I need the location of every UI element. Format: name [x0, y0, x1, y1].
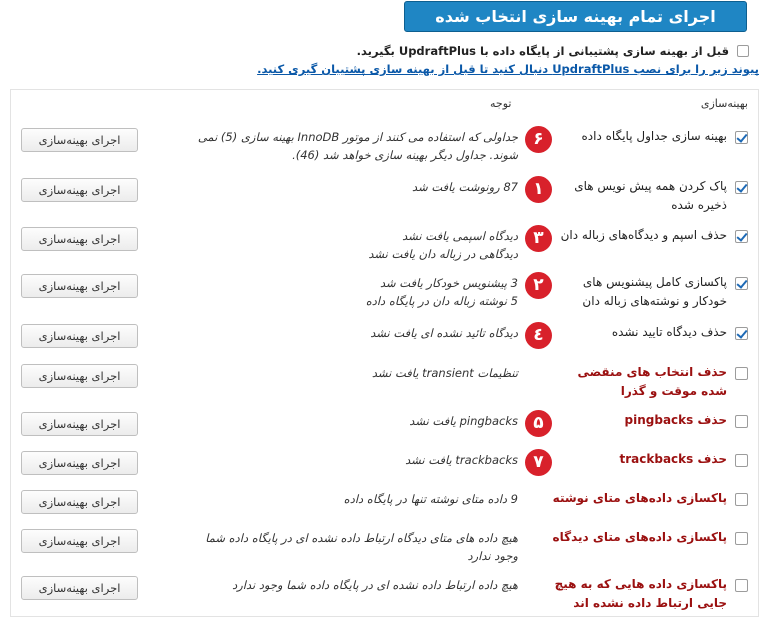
optimization-checkbox[interactable] [735, 415, 748, 428]
optimization-name: بهینه سازی جداول پایگاه داده [581, 129, 727, 143]
run-optimization-button[interactable]: اجرای بهینه‌سازی [21, 324, 138, 348]
optimization-checkbox[interactable] [735, 327, 748, 340]
run-optimization-button[interactable]: اجرای بهینه‌سازی [21, 451, 138, 475]
optimizations-table [10, 89, 759, 617]
run-optimization-button[interactable]: اجرای بهینه‌سازی [21, 128, 138, 152]
optimization-note: دیدگاه اسپمی یافت نشد دیدگاهی در زباله دان یافت نشد [368, 229, 518, 261]
run-optimization-button[interactable]: اجرای بهینه‌سازی [21, 412, 138, 436]
step-number-badge: ۶ [525, 126, 552, 153]
optimization-name: حذف pingbacks [624, 413, 727, 427]
run-optimization-button[interactable]: اجرای بهینه‌سازی [21, 576, 138, 600]
optimization-checkbox[interactable] [735, 532, 748, 545]
optimization-checkbox[interactable] [735, 277, 748, 290]
optimization-name: پاکسازی داده‌های متای نوشته [552, 491, 727, 505]
optimization-name: حذف انتخاب های منقضی شده موقت و گذرا [577, 365, 727, 398]
run-optimization-button[interactable]: اجرای بهینه‌سازی [21, 227, 138, 251]
run-optimization-button[interactable]: اجرای بهینه‌سازی [21, 490, 138, 514]
optimization-checkbox[interactable] [735, 230, 748, 243]
step-number-badge: ۵ [525, 410, 552, 437]
run-all-optimizations-button[interactable]: اجرای تمام بهینه سازی انتخاب شده [404, 1, 747, 32]
optimization-checkbox[interactable] [735, 181, 748, 194]
optimization-note: 9 داده متای نوشته تنها در پایگاه داده [343, 492, 518, 506]
optimization-name: پاکسازی داده هایی که به هیچ جایی ارتباط داده نشده اند [554, 577, 727, 610]
step-number-badge: ۷ [525, 449, 552, 476]
header-note: توجه [490, 97, 512, 110]
updraftplus-install-link[interactable]: پیوند زیر را برای نصب UpdraftPlus دنبال کنید تا قبل از بهینه سازی پشتیبان گیری کنید. [257, 62, 759, 76]
optimization-name: پاکسازی داده‌های متای دیدگاه [552, 530, 727, 544]
optimization-note: هیچ داده ارتباط داده نشده ای در پایگاه داده شما وجود ندارد [232, 578, 518, 592]
backup-checkbox[interactable] [737, 45, 749, 57]
backup-notice [29, 44, 749, 58]
optimization-name: حذف trackbacks [619, 452, 727, 466]
optimization-note: تنظیمات transient یافت نشد [371, 366, 518, 380]
run-optimization-button[interactable]: اجرای بهینه‌سازی [21, 178, 138, 202]
run-optimization-button[interactable]: اجرای بهینه‌سازی [21, 529, 138, 553]
optimization-note: trackbacks یافت نشد [405, 453, 518, 467]
run-optimization-button[interactable]: اجرای بهینه‌سازی [21, 274, 138, 298]
run-optimization-button[interactable]: اجرای بهینه‌سازی [21, 364, 138, 388]
optimization-note: 87 رونوشت یافت شد [412, 180, 518, 194]
optimization-checkbox[interactable] [735, 131, 748, 144]
step-number-badge: ۳ [525, 225, 552, 252]
backup-notice-text: قبل از بهینه سازی پشتیبانی از پایگاه داده با UpdraftPlus بگیرید. [356, 44, 729, 58]
step-number-badge: ۲ [525, 272, 552, 299]
optimization-note: دیدگاه تائید نشده ای یافت نشد [370, 326, 518, 340]
optimization-checkbox[interactable] [735, 454, 748, 467]
optimization-note: 3 پیشنویس خودکار یافت شد 5 نوشته زباله دان در پایگاه داده [365, 276, 518, 308]
step-number-badge: ٤ [525, 322, 552, 349]
optimization-name: حذف اسپم و دیدگاه‌های زباله دان [560, 228, 727, 242]
optimization-name: حذف دیدگاه تایید نشده [611, 325, 727, 339]
optimization-checkbox[interactable] [735, 493, 748, 506]
optimization-name: پاک کردن همه پیش نویس های ذخیره شده [574, 179, 727, 212]
optimization-checkbox[interactable] [735, 579, 748, 592]
optimization-name: پاکسازی کامل پیشنویس های خودکار و نوشته‌های زباله دان [582, 275, 727, 308]
optimization-note: هیچ داده های متای دیدگاه ارتباط داده نشده ای در پایگاه داده شما وجود ندارد [205, 531, 518, 563]
header-optimization: بهینه‌سازی [700, 97, 748, 110]
step-number-badge: ۱ [525, 176, 552, 203]
optimization-note: pingbacks یافت نشد [409, 414, 518, 428]
optimization-note: جداولی که استفاده می کنند از موتور InnoDB بهینه سازی (5) نمی شوند. جداول دیگر بهینه سازی خواهد شد (46). [197, 130, 518, 162]
optimization-checkbox[interactable] [735, 367, 748, 380]
